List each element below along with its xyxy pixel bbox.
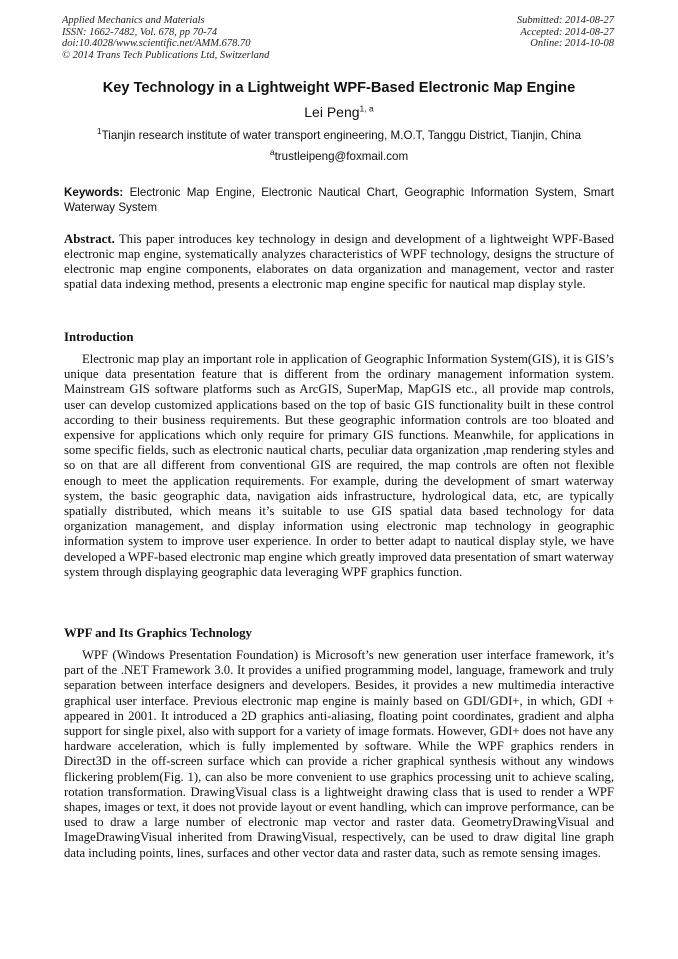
affiliation-text: Tianjin research institute of water transport engineering, M.O.T, Tanggu District, Tianjin, China: [101, 129, 582, 142]
affiliation-line: [0, 126, 678, 142]
copyright-line: © 2014 Trans Tech Publications Ltd, Switzerland: [62, 49, 270, 61]
abstract-label: Abstract.: [64, 232, 115, 246]
online-date: Online: 2014-10-08: [530, 38, 614, 50]
submitted-date: Submitted: 2014-08-27: [516, 15, 614, 26]
abstract-text: This paper introduces key technology in design and development of a lightweight WPF-Based electronic map engine, systematically analyzes characteristics of WPF technology, designs the structure of electronic map engine components, elaborates on data organization and management, vector and raster spatial data indexing method, presents a electronic map engine specific for nautical map display style.: [64, 232, 614, 292]
wpf-paragraph: WPF (Windows Presentation Foundation) is Microsoft’s new generation user interface framework, it’s part of the .NET Framework 3.0. It provides a unified programming model, language, framework and truly separation between interface designers and developers. Besides, it provides a new multimedia interactive graphical user interface. Previous electronic map engine is mainly based on GDI/GDI+, in which, GDI + appeared in 2001. It introduced a 2D graphics anti-aliasing, floating point coordinates, gradient and alpha support for single pixel, also with support for a variety of image formats. However, GDI+ does not have any hardware acceleration, which is fully implemented by software. While the WPF graphics renders in Direct3D in the off-screen surface which can provide a richer graphical synthesis without any windows flickering problem(Fig. 1), can also be more convenient to use graphics processing unit to achieve scaling, rotation transformation. DrawingVisual class is a lightweight drawing class that is used to render a WPF shapes, images or text, it does not provide layout or event handling, which can improve performance, can be used to draw a large number of electronic map vector and raster data. GeometryDrawingVisual and ImageDrawingVisual inherited from DrawingVisual, respectively, can be used to draw digital line graph data including points, lines, surfaces and other vector data and raster data, such as remote sensing images.: [64, 648, 614, 860]
keywords-block: [64, 185, 614, 215]
introduction-paragraph: Electronic map play an important role in application of Geographic Information System(GIS), it is GIS’s unique data presentation feature that is different from the ordinary management information system. Mainstream GIS software platforms such as ArcGIS, SuperMap, MapGIS etc., all provide map controls, user can develop customized applications based on the top of basic GIS functionality built in these control according to their business requirements. But these geographic information controls are too bloated and expensive for applications which only require for primary GIS functions. Meanwhile, for applications in some specific fields, such as electronic nautical charts, peculiar data organization ,map rendering styles and so on that are all different from conventional GIS are required, the map controls are often not flexible enough to meet the application requirements. For example, during the development of smart waterway system, the basic geographic data, navigation aids infrastructure, hydrological data, etc, are typically spatially distributed, which means it’s suitable to use GIS spatial data based technology for data organization management, and display information using electronic map technology in geographic information system to improve user experience. In order to better adapt to nautical display style, we have developed a WPF-based electronic map engine which greatly improved data presentation of smart waterway system through displaying geographic data leveraging WPF graphics function.: [64, 352, 614, 579]
author-name: Lei Peng: [304, 104, 360, 120]
issn-line: ISSN: 1662-7482, Vol. 678, pp 70-74: [62, 26, 218, 38]
keywords-text: Electronic Map Engine, Electronic Nautical Chart, Geographic Information System, Smart Waterway System: [64, 186, 614, 214]
wpf-heading: WPF and Its Graphics Technology: [64, 626, 252, 640]
journal-name: Applied Mechanics and Materials: [62, 15, 205, 26]
doi-line: doi:10.4028/www.scientific.net/AMM.678.70: [62, 38, 251, 50]
email-line: [0, 147, 678, 163]
journal-header: [62, 15, 269, 61]
author-superscript: 1, a: [359, 103, 374, 114]
paper-title: Key Technology in a Lightweight WPF-Based Electronic Map Engine: [102, 80, 576, 96]
affiliation-superscript: 1: [96, 126, 102, 137]
email-superscript: a: [269, 147, 275, 158]
accepted-date: Accepted: 2014-08-27: [520, 26, 614, 38]
keywords-label: Keywords:: [64, 186, 124, 199]
author-line: [0, 104, 678, 120]
introduction-heading: Introduction: [64, 330, 134, 344]
email-address[interactable]: trustleipeng@foxmail.com: [274, 150, 409, 163]
abstract-block: [64, 232, 614, 292]
dates-header: [517, 15, 614, 50]
